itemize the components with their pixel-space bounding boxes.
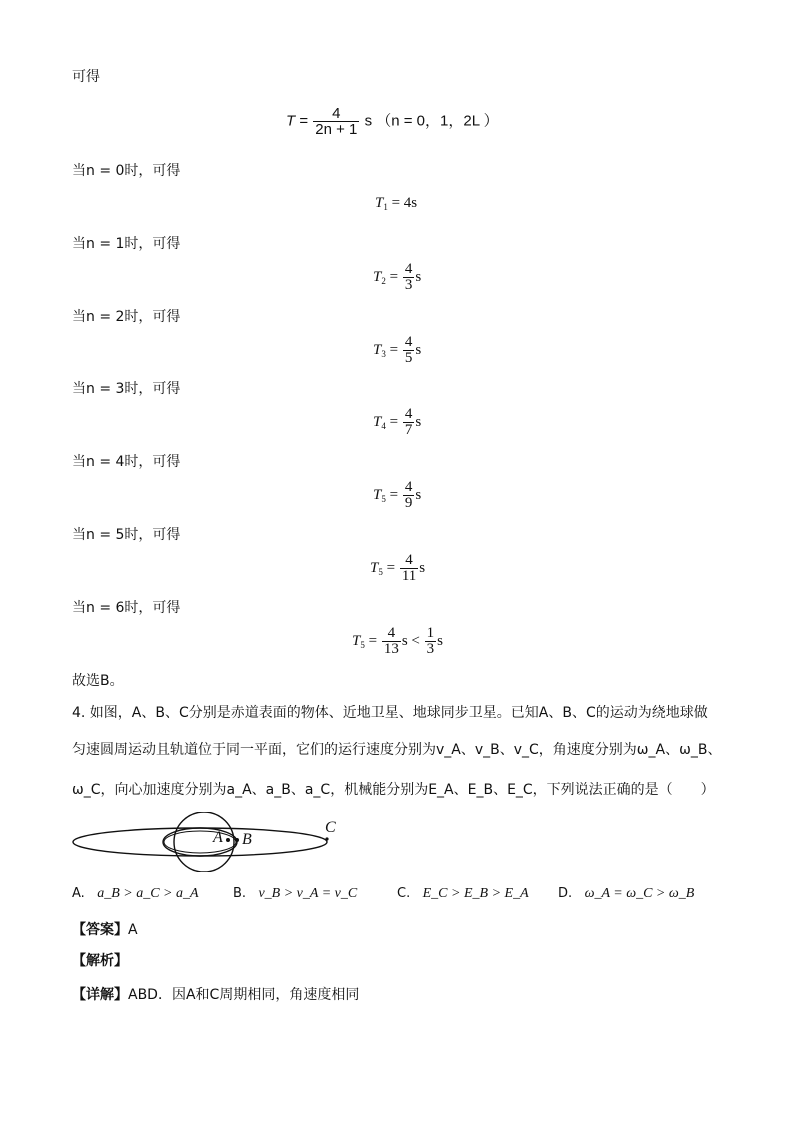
- case-line-n2: 当n = 2时，可得: [72, 309, 181, 325]
- option-letter: D.: [558, 886, 573, 901]
- fraction-numerator: 4: [313, 106, 359, 122]
- result-subscript: 4: [381, 420, 386, 431]
- question-line-3: ω_C，向心加速度分别为a_A、a_B、a_C，机械能分别为E_A、E_B、E_C，下列说法正确的是（ ）: [72, 782, 715, 798]
- case-line-n0: 当n = 0时，可得: [72, 163, 181, 179]
- option-expression: E_C > E_B > E_A: [422, 886, 529, 901]
- option-c[interactable]: [397, 886, 529, 902]
- option-expression: a_B > a_C > a_A: [97, 886, 199, 901]
- analysis-label: 【解析】: [72, 953, 128, 969]
- result-subscript: 3: [381, 348, 386, 359]
- result-symbol: T: [370, 559, 379, 576]
- result-symbol: T: [352, 632, 361, 649]
- result-t7: $T_5$ = $\frac{4}{13}$ s < $\frac{1}{3}$ s: [352, 625, 443, 657]
- conclusion-line: 故选B。: [72, 673, 124, 689]
- fraction-numerator: 1: [426, 625, 435, 641]
- result-unit: s: [401, 632, 408, 649]
- result-unit: s: [415, 341, 422, 358]
- result-t1: [375, 195, 417, 212]
- result-t5: $T_5$ = $\frac{4}{9}$ s: [373, 479, 422, 511]
- result-subscript: 5: [378, 566, 383, 577]
- result-symbol: T: [373, 413, 382, 430]
- result-fraction: [403, 335, 415, 366]
- earth-circle: [174, 812, 234, 872]
- result-t3: $T_3$ = $\frac{4}{5}$ s: [373, 334, 422, 366]
- formula-fraction: [313, 106, 359, 137]
- result-unit: s: [437, 632, 443, 649]
- result-fraction: [400, 553, 418, 584]
- fraction-numerator: 4: [404, 479, 413, 495]
- result-unit: s: [415, 413, 422, 430]
- result-fraction: [403, 480, 415, 511]
- fraction-numerator: 4: [382, 626, 401, 642]
- formula-equals: =: [299, 112, 309, 130]
- fraction-numerator: 4: [404, 261, 413, 277]
- result-unit: s: [419, 559, 426, 576]
- result-subscript: 2: [381, 275, 386, 286]
- result-t2: $T_2$ = $\frac{4}{3}$ s: [373, 261, 422, 293]
- question-line-1: 4. 如图，A、B、C分别是赤道表面的物体、近地卫星、地球同步卫星。已知A、B、C的运动为绕地球做: [72, 705, 708, 721]
- label-b: B: [242, 831, 252, 848]
- fraction-numerator: 4: [404, 334, 413, 350]
- option-letter: C.: [397, 886, 411, 901]
- option-expression: v_B > v_A = v_C: [258, 886, 358, 901]
- answer-line: [72, 921, 138, 939]
- sync-orbit-ellipse: [73, 828, 327, 856]
- orbit-figure: [70, 812, 340, 872]
- label-a: A: [213, 829, 223, 846]
- formula-unit: s: [364, 112, 373, 130]
- fraction-denominator: 2n + 1: [315, 121, 358, 138]
- formula-condition: （n = 0，1，2L ）: [376, 112, 499, 130]
- fraction-denominator: 3: [426, 641, 435, 657]
- result-symbol: T: [373, 486, 382, 503]
- result-subscript: 5: [360, 639, 365, 650]
- point-c-dot: [325, 837, 328, 840]
- result-symbol: T: [373, 268, 382, 285]
- fraction-numerator: 4: [400, 553, 418, 569]
- option-letter: A.: [72, 886, 85, 901]
- fraction-denominator: 11: [401, 568, 417, 584]
- point-b-dot: [235, 838, 239, 842]
- result-subscript: 5: [381, 493, 386, 504]
- case-line-n1: 当n = 1时，可得: [72, 236, 181, 252]
- result-symbol: T: [373, 341, 382, 358]
- formula-symbol: T: [286, 112, 296, 130]
- detail-label: 【详解】: [72, 987, 128, 1003]
- result-t6: $T_5$ = $\frac{4}{11}$ s: [370, 552, 426, 584]
- result-symbol: T: [375, 195, 384, 211]
- fraction-denominator: 9: [404, 495, 413, 511]
- result-unit: s: [415, 486, 422, 503]
- analysis-line: [72, 952, 128, 970]
- result-compare: <: [411, 632, 420, 649]
- fraction-denominator: 3: [404, 277, 413, 293]
- question-line-2: 匀速圆周运动且轨道位于同一平面，它们的运行速度分别为v_A、v_B、v_C，角速度分别为ω_A、ω_B、: [72, 742, 722, 758]
- answer-label: 【答案】: [72, 922, 128, 938]
- main-formula: [286, 106, 499, 137]
- text-line: 可得: [72, 69, 100, 85]
- result-fraction: [403, 262, 415, 293]
- detail-line: [72, 986, 359, 1004]
- option-d[interactable]: [558, 886, 694, 902]
- option-expression: ω_A = ω_C > ω_B: [584, 886, 695, 901]
- detail-text: ABD．因A和C周期相同，角速度相同: [128, 987, 360, 1003]
- answer-value: A: [128, 922, 138, 938]
- case-line-n3: 当n = 3时，可得: [72, 381, 181, 397]
- result-rhs: = 4s: [391, 195, 418, 211]
- fraction-numerator: 4: [404, 406, 413, 422]
- fraction-denominator: 5: [404, 350, 413, 366]
- result-fraction: [403, 407, 415, 438]
- case-line-n6: 当n = 6时，可得: [72, 600, 181, 616]
- result-unit: s: [415, 268, 422, 285]
- result-fraction: [382, 626, 401, 657]
- fraction-denominator: 7: [404, 422, 413, 438]
- case-line-n4: 当n = 4时，可得: [72, 454, 181, 470]
- point-a-dot: [226, 838, 230, 842]
- result-fraction-2: [425, 626, 437, 657]
- result-subscript: 1: [383, 202, 388, 212]
- option-a[interactable]: [72, 886, 199, 902]
- result-t4: $T_4$ = $\frac{4}{7}$ s: [373, 406, 422, 438]
- label-c: C: [325, 819, 336, 836]
- case-line-n5: 当n = 5时，可得: [72, 527, 181, 543]
- option-letter: B.: [233, 886, 247, 901]
- option-b[interactable]: [233, 886, 357, 902]
- fraction-denominator: 13: [383, 641, 399, 657]
